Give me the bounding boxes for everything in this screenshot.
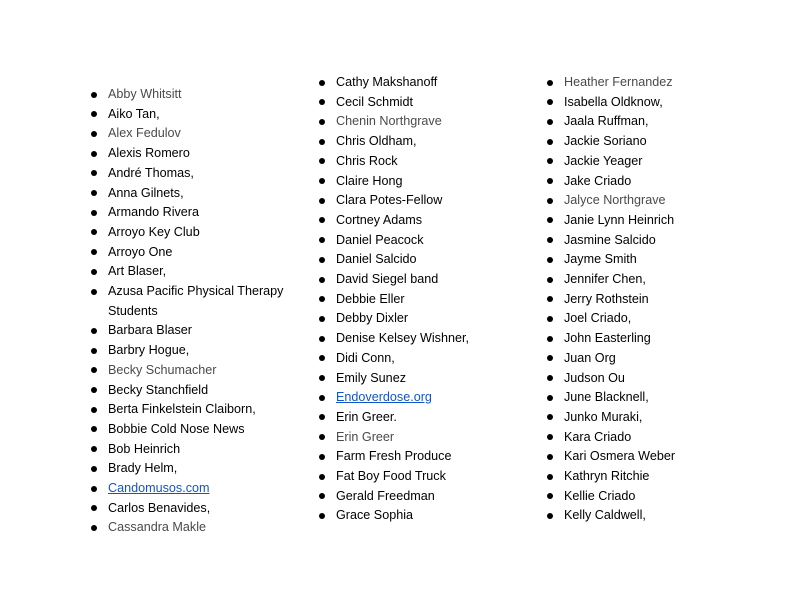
list-item [546, 428, 761, 448]
list-item-text: Jackie Yeager [564, 153, 643, 168]
list-item-text: Chris Oldham, [336, 134, 417, 149]
list-item [90, 85, 305, 105]
list-item [90, 400, 305, 420]
name-column-2 [318, 73, 533, 526]
list-item-text: Gerald Freedman [336, 488, 435, 503]
list-item-text: Chenin Northgrave [336, 114, 442, 129]
list-item-text: Farm Fresh Produce [336, 449, 452, 464]
list-item [546, 93, 761, 113]
list-item-text: Carlos Benavides, [108, 500, 211, 515]
list-item [318, 447, 533, 467]
name-column-1 [90, 85, 305, 538]
list-item-text: Cortney Adams [336, 212, 423, 227]
list-item-text: Erin Greer. [336, 409, 397, 424]
list-item-text: John Easterling [564, 331, 651, 346]
list-item-text: Claire Hong [336, 173, 403, 188]
list-item [546, 290, 761, 310]
list-item-text: Daniel Peacock [336, 232, 424, 247]
list-item-text: Debby Dixler [336, 311, 409, 326]
list-item-text: Brady Helm, [108, 461, 178, 476]
list-item [546, 270, 761, 290]
list-item [546, 408, 761, 428]
list-item [318, 487, 533, 507]
list-item [318, 93, 533, 113]
list-item [318, 349, 533, 369]
list-item [546, 191, 761, 211]
list-item [546, 447, 761, 467]
list-item [546, 112, 761, 132]
list-item-text: Daniel Salcido [336, 252, 417, 267]
list-item [546, 309, 761, 329]
list-item-text: Cathy Makshanoff [336, 75, 438, 89]
list-item [546, 349, 761, 369]
list-item [318, 211, 533, 231]
list-item-text: Cecil Schmidt [336, 94, 413, 109]
list-item-text: Barbara Blaser [108, 323, 192, 338]
list-item [546, 506, 761, 526]
list-item-text: Grace Sophia [336, 508, 414, 523]
list-item [90, 243, 305, 263]
list-item-text: Kathryn Ritchie [564, 469, 650, 484]
list-item-text: Jackie Soriano [564, 134, 647, 149]
list-item [546, 329, 761, 349]
list-item [318, 152, 533, 172]
list-item-text: Jayme Smith [564, 252, 637, 267]
list-item [318, 428, 533, 448]
name-list [318, 73, 533, 526]
list-item-text: Barbry Hogue, [108, 343, 190, 358]
list-item-text: Aiko Tan, [108, 106, 160, 121]
name-column-3 [546, 73, 761, 526]
list-item [318, 506, 533, 526]
list-item-text: Art Blaser, [108, 264, 167, 279]
list-item [90, 459, 305, 479]
list-item-text: Kellie Criado [564, 488, 636, 503]
list-item-text: Jalyce Northgrave [564, 193, 666, 208]
list-item-text: Arroyo Key Club [108, 224, 200, 239]
list-item-text: Cassandra Makle [108, 520, 206, 535]
list-item-text: Becky Stanchfield [108, 382, 209, 397]
list-item-text: Fat Boy Food Truck [336, 469, 446, 484]
list-item [318, 191, 533, 211]
list-item-text: Armando Rivera [108, 205, 199, 220]
list-item [90, 184, 305, 204]
list-item [90, 341, 305, 361]
list-item-text: Bobbie Cold Nose News [108, 421, 245, 436]
list-item-text: Erin Greer [336, 429, 395, 444]
list-item [90, 105, 305, 125]
list-item-text: Azusa Pacific Physical Therapy Students [108, 284, 284, 318]
list-item [90, 282, 305, 321]
list-item [546, 369, 761, 389]
list-item-text: Anna Gilnets, [108, 185, 184, 200]
list-item [90, 518, 305, 538]
list-item [546, 250, 761, 270]
list-item [318, 369, 533, 389]
list-item [90, 203, 305, 223]
list-item-text: Juan Org [564, 350, 616, 365]
list-item [90, 321, 305, 341]
list-item-text: Jake Criado [564, 173, 632, 188]
list-item-text: Emily Sunez [336, 370, 406, 385]
list-item-text: Heather Fernandez [564, 75, 673, 89]
list-item-text: Alexis Romero [108, 146, 190, 161]
list-item-text: Junko Muraki, [564, 409, 643, 424]
list-item-text: Kara Criado [564, 429, 632, 444]
list-item-text: June Blacknell, [564, 390, 649, 405]
name-list [546, 73, 761, 526]
list-item-text: David Siegel band [336, 272, 439, 287]
list-item [318, 388, 533, 408]
list-item-text: Bob Heinrich [108, 441, 181, 456]
list-item [90, 381, 305, 401]
list-item-link[interactable]: Endoverdose.org [336, 390, 432, 405]
list-item [318, 112, 533, 132]
list-item [546, 73, 761, 93]
list-item [90, 223, 305, 243]
list-item-text: Jerry Rothstein [564, 291, 649, 306]
list-item-text: Becky Schumacher [108, 362, 217, 377]
list-item [546, 152, 761, 172]
name-list [90, 85, 305, 538]
list-item [90, 124, 305, 144]
list-item-text: Isabella Oldknow, [564, 94, 663, 109]
list-item-text: Alex Fedulov [108, 126, 181, 141]
list-item [318, 231, 533, 251]
list-item-text: Janie Lynn Heinrich [564, 212, 675, 227]
list-item [90, 361, 305, 381]
list-item [546, 231, 761, 251]
list-item [90, 420, 305, 440]
list-item-text: Joel Criado, [564, 311, 632, 326]
list-item-text: Kelly Caldwell, [564, 508, 646, 523]
list-item-text: André Thomas, [108, 165, 194, 180]
list-item-text: Kari Osmera Weber [564, 449, 676, 464]
list-item [318, 329, 533, 349]
list-item [318, 408, 533, 428]
list-item [546, 487, 761, 507]
list-item-text: Debbie Eller [336, 291, 405, 306]
list-item [546, 467, 761, 487]
list-item-text: Clara Potes-Fellow [336, 193, 443, 208]
list-item-text: Denise Kelsey Wishner, [336, 331, 469, 346]
list-item [546, 172, 761, 192]
list-item [90, 262, 305, 282]
list-item-text: Jennifer Chen, [564, 272, 646, 287]
list-item [90, 144, 305, 164]
list-item [318, 467, 533, 487]
list-item [318, 290, 533, 310]
list-item-text: Abby Whitsitt [108, 87, 182, 101]
list-item [90, 440, 305, 460]
list-item [318, 132, 533, 152]
list-item [546, 132, 761, 152]
list-item [546, 211, 761, 231]
list-item [90, 499, 305, 519]
list-item-text: Arroyo One [108, 244, 173, 259]
list-item [318, 309, 533, 329]
list-item [90, 164, 305, 184]
list-item-text: Didi Conn, [336, 350, 395, 365]
list-item-link[interactable]: Candomusos.com [108, 481, 210, 496]
list-item [546, 388, 761, 408]
list-item-text: Judson Ou [564, 370, 625, 385]
list-item [90, 479, 305, 499]
list-item [318, 250, 533, 270]
list-item-text: Jasmine Salcido [564, 232, 656, 247]
list-item [318, 73, 533, 93]
list-item-text: Jaala Ruffman, [564, 114, 649, 129]
list-item-text: Chris Rock [336, 153, 398, 168]
list-item [318, 172, 533, 192]
list-item [318, 270, 533, 290]
list-item-text: Berta Finkelstein Claiborn, [108, 402, 256, 417]
